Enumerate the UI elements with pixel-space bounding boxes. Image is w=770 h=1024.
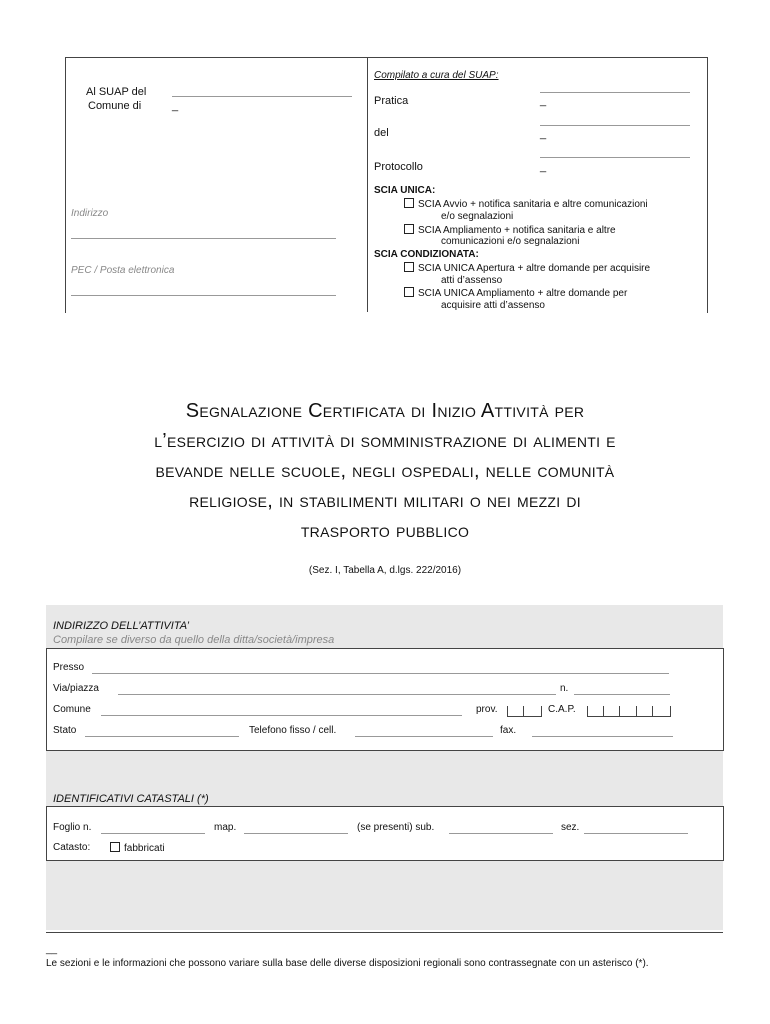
del-label: del	[374, 127, 389, 139]
catastali-heading: IDENTIFICATIVI CATASTALI (*)	[53, 793, 209, 805]
pratica-field[interactable]	[540, 92, 690, 93]
indirizzo-subheading: Compilare se diverso da quello della ditta/società/impresa	[53, 634, 335, 646]
option-scia-apertura[interactable]: SCIA UNICA Apertura + altre domande per acquisire	[404, 262, 650, 274]
fax-label: fax.	[500, 725, 517, 736]
comune-field[interactable]	[101, 715, 462, 716]
checkbox-icon[interactable]	[404, 198, 414, 208]
sub-label: (se presenti) sub.	[357, 822, 435, 833]
compilato-label: Compilato a cura del SUAP:	[374, 70, 499, 81]
footnote-separator	[46, 932, 723, 933]
presso-label: Presso	[53, 662, 85, 673]
sez-label: sez.	[561, 822, 580, 833]
header-divider	[367, 57, 368, 312]
comune-label: Comune di	[88, 100, 142, 112]
option-fabbricati[interactable]: fabbricati	[110, 842, 165, 854]
foglio-label: Foglio n.	[53, 822, 92, 833]
option-scia-unica-ampliamento[interactable]: SCIA UNICA Ampliamento + altre domande per	[404, 287, 627, 299]
indirizzo-field[interactable]	[71, 238, 336, 239]
document-title: Segnalazione Certificata di Inizio Attività per l’esercizio di attività di somministrazione di alimenti e bevande nelle scuole, negli ospedali, nelle comunità religiose, in stabilimenti militari o nei mezzi di trasporto pubblico	[154, 400, 616, 542]
stato-field[interactable]	[85, 736, 239, 737]
protocollo-field[interactable]	[540, 157, 690, 158]
telefono-field[interactable]	[355, 736, 493, 737]
stato-label: Stato	[53, 725, 77, 736]
numero-field[interactable]	[574, 694, 670, 695]
comune-field-label: Comune	[53, 704, 91, 715]
cap-label: C.A.P.	[548, 704, 576, 715]
scia-unica-heading: SCIA UNICA:	[374, 185, 436, 196]
map-field[interactable]	[244, 833, 348, 834]
suap-label: Al SUAP del	[86, 86, 147, 98]
presso-field[interactable]	[92, 673, 669, 674]
checkbox-icon[interactable]	[404, 224, 414, 234]
legal-reference: (Sez. I, Tabella A, d.lgs. 222/2016)	[308, 565, 462, 576]
protocollo-label: Protocollo	[374, 161, 423, 173]
option-scia-ampliamento[interactable]: SCIA Ampliamento + notifica sanitaria e altre	[404, 224, 616, 236]
footnote-text: Le sezioni e le informazioni che possono variare sulla base delle diverse disposizioni regionali sono contrassegnate con un asterisco (*).	[46, 958, 649, 969]
sub-field[interactable]	[449, 833, 553, 834]
map-label: map.	[214, 822, 237, 833]
footnote-mark: __	[46, 944, 58, 955]
suap-field[interactable]	[172, 96, 352, 97]
telefono-label: Telefono fisso / cell.	[249, 725, 337, 736]
catasto-label: Catasto:	[53, 842, 91, 853]
del-field[interactable]	[540, 125, 690, 126]
prov-field[interactable]	[507, 706, 542, 717]
pec-field[interactable]	[71, 295, 336, 296]
scia-condizionata-heading: SCIA CONDIZIONATA:	[374, 249, 479, 260]
checkbox-icon[interactable]	[404, 287, 414, 297]
indirizzo-label: Indirizzo	[71, 208, 109, 219]
checkbox-icon[interactable]	[404, 262, 414, 272]
sez-field[interactable]	[584, 833, 688, 834]
checkbox-icon[interactable]	[110, 842, 120, 852]
pec-label: PEC / Posta elettronica	[71, 265, 175, 276]
numero-label: n.	[560, 683, 569, 694]
indirizzo-heading: INDIRIZZO DELL’ATTIVITA’	[53, 620, 190, 632]
pratica-label: Pratica	[374, 95, 409, 107]
option-scia-avvio[interactable]: SCIA Avvio + notifica sanitaria e altre comunicazioni	[404, 198, 648, 210]
via-field[interactable]	[118, 694, 556, 695]
prov-label: prov.	[476, 704, 498, 715]
via-label: Via/piazza	[53, 683, 99, 694]
cap-field[interactable]	[587, 706, 671, 717]
fax-field[interactable]	[532, 736, 673, 737]
foglio-field[interactable]	[101, 833, 205, 834]
